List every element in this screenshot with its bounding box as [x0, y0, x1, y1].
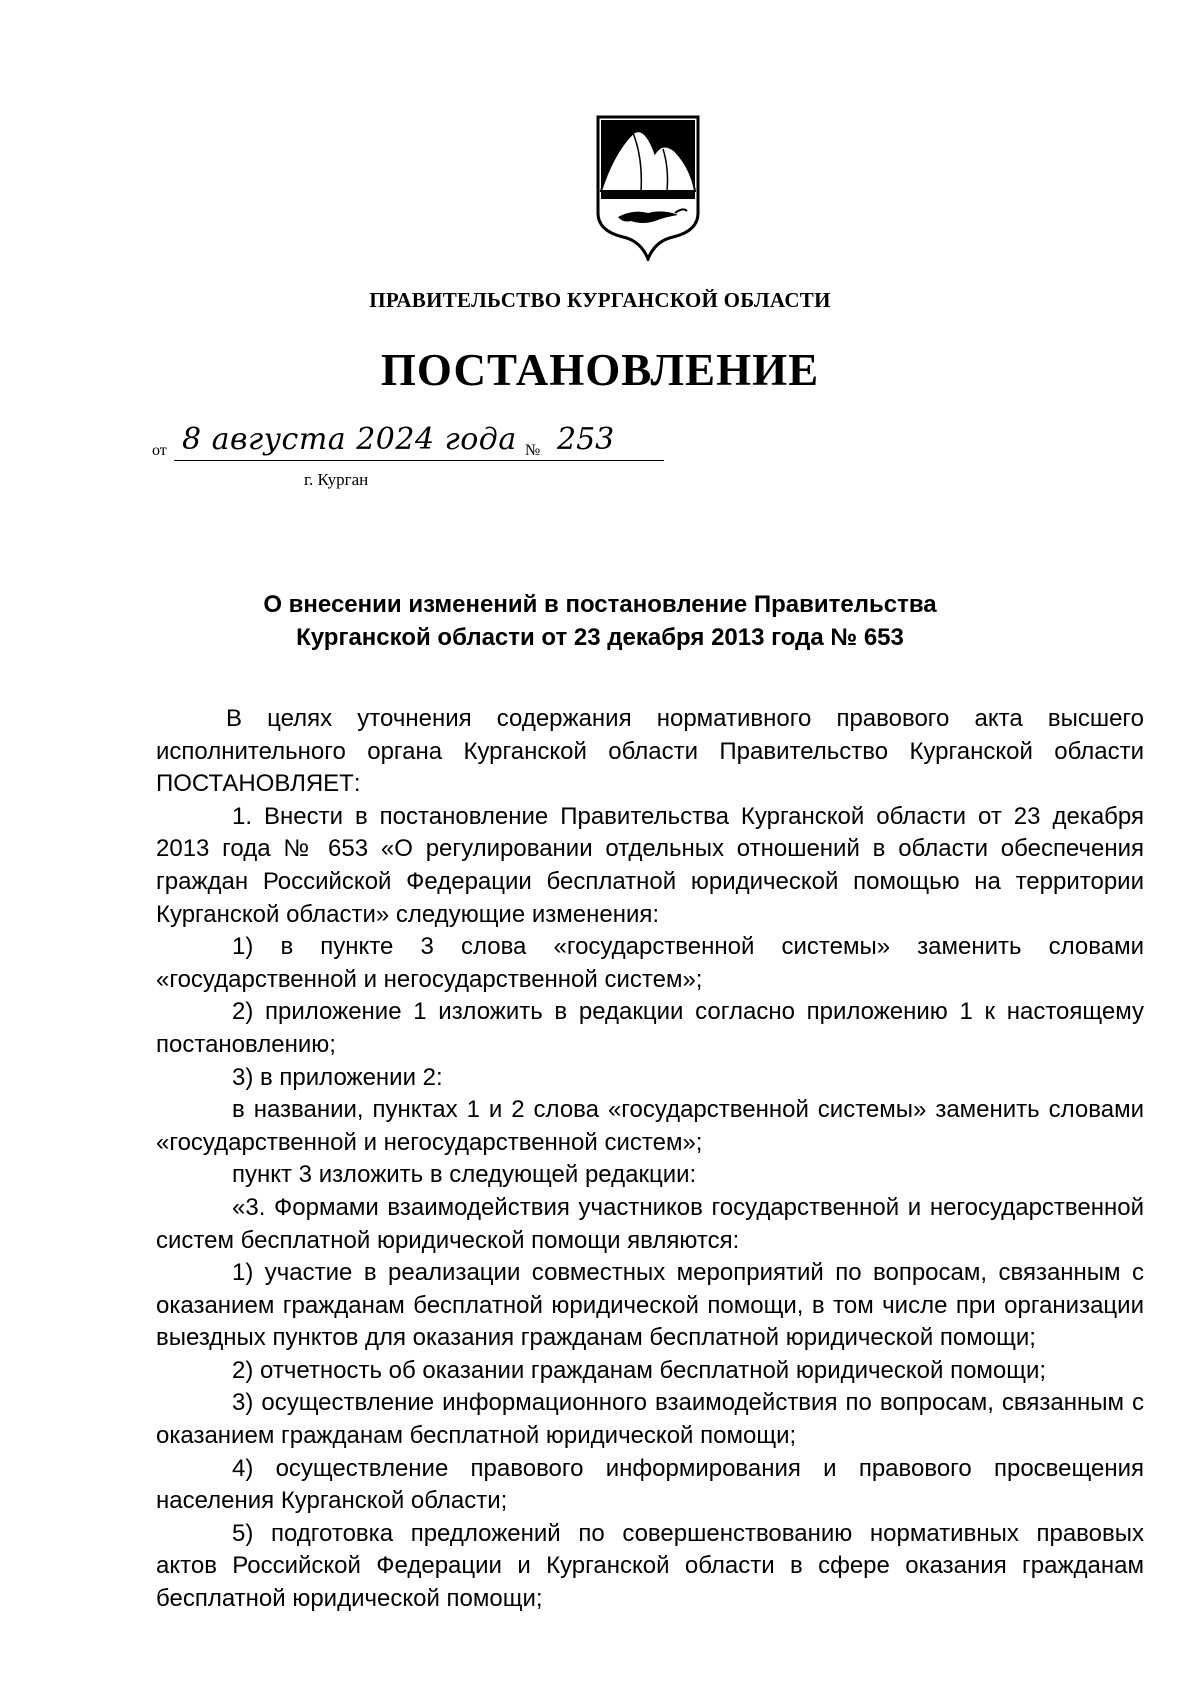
coat-of-arms-emblem — [593, 113, 703, 261]
title-line-2: Курганской области от 23 декабря 2013 года № 653 — [296, 624, 904, 651]
paragraph-form-4: 4) осуществление правового информирования и правового просвещения населения Курганской области; — [156, 1454, 1144, 1515]
paragraph-point-3-text: «3. Формами взаимодействия участников государственной и негосударственной систем бесплатной юридической помощи являются: — [156, 1193, 1144, 1254]
paragraph-form-3: 3) осуществление информационного взаимодействия по вопросам, связанным с оказанием гражданам бесплатной юридической помощи; — [156, 1389, 1144, 1450]
paragraph-item-1: 1. Внести в постановление Правительства Курганской области от 23 декабря 2013 года № 653 «О регулировании отдельных отношений в области обеспечения граждан Российской Федерации бесплатной юридической помощью на территории Курганской области» следующие изменения: — [156, 802, 1144, 928]
paragraph-form-2: 2) отчетность об оказании гражданам бесплатной юридической помощи; — [232, 1356, 1047, 1384]
city-label: г. Курган — [304, 470, 369, 489]
document-type: ПОСТАНОВЛЕНИЕ — [380, 345, 820, 395]
document-body — [156, 703, 1144, 1616]
date-number-line — [152, 420, 652, 480]
paragraph-subitem-3: 3) в приложении 2: — [232, 1063, 443, 1091]
handwritten-number: 253 — [557, 422, 615, 457]
paragraph-subitem-2: 2) приложение 1 изложить в редакции согласно приложению 1 к настоящему постановлению; — [156, 998, 1144, 1058]
handwritten-date: 8 августа 2024 года — [182, 422, 517, 457]
paragraph-names-change: в названии, пунктах 1 и 2 слова «государственной системы» заменить словами «государственной и негосударственной систем»; — [156, 1096, 1144, 1156]
paragraph-form-1: 1) участие в реализации совместных мероприятий по вопросам, связанным с оказанием гражданам бесплатной юридической помощи, в том числе при организации выездных пунктов для оказания гражданам бесплатной юридической помощи; — [156, 1259, 1144, 1352]
paragraph-subitem-1: 1) в пункте 3 слова «государственной системы» заменить словами «государственной и негосударственной систем»; — [156, 933, 1144, 993]
from-label: от — [152, 442, 167, 459]
organization-name: ПРАВИТЕЛЬСТВО КУРГАНСКОЙ ОБЛАСТИ — [369, 288, 831, 312]
title-line-1: О внесении изменений в постановление Правительства — [263, 591, 937, 618]
document-title — [150, 588, 1050, 654]
paragraph-form-5: 5) подготовка предложений по совершенствованию нормативных правовых актов Российской Федерации и Курганской области в сфере оказания гражданам бесплатной юридической помощи; — [156, 1519, 1144, 1613]
paragraph-point-3-intro: пункт 3 изложить в следующей редакции: — [232, 1161, 697, 1189]
number-underline — [550, 460, 650, 461]
number-label: № — [525, 442, 541, 459]
paragraph-preamble: В целях уточнения содержания нормативного правового акта высшего исполнительного органа Курганской области Правительство Курганской области ПОСТАНОВЛЯЕТ: — [156, 705, 1144, 798]
